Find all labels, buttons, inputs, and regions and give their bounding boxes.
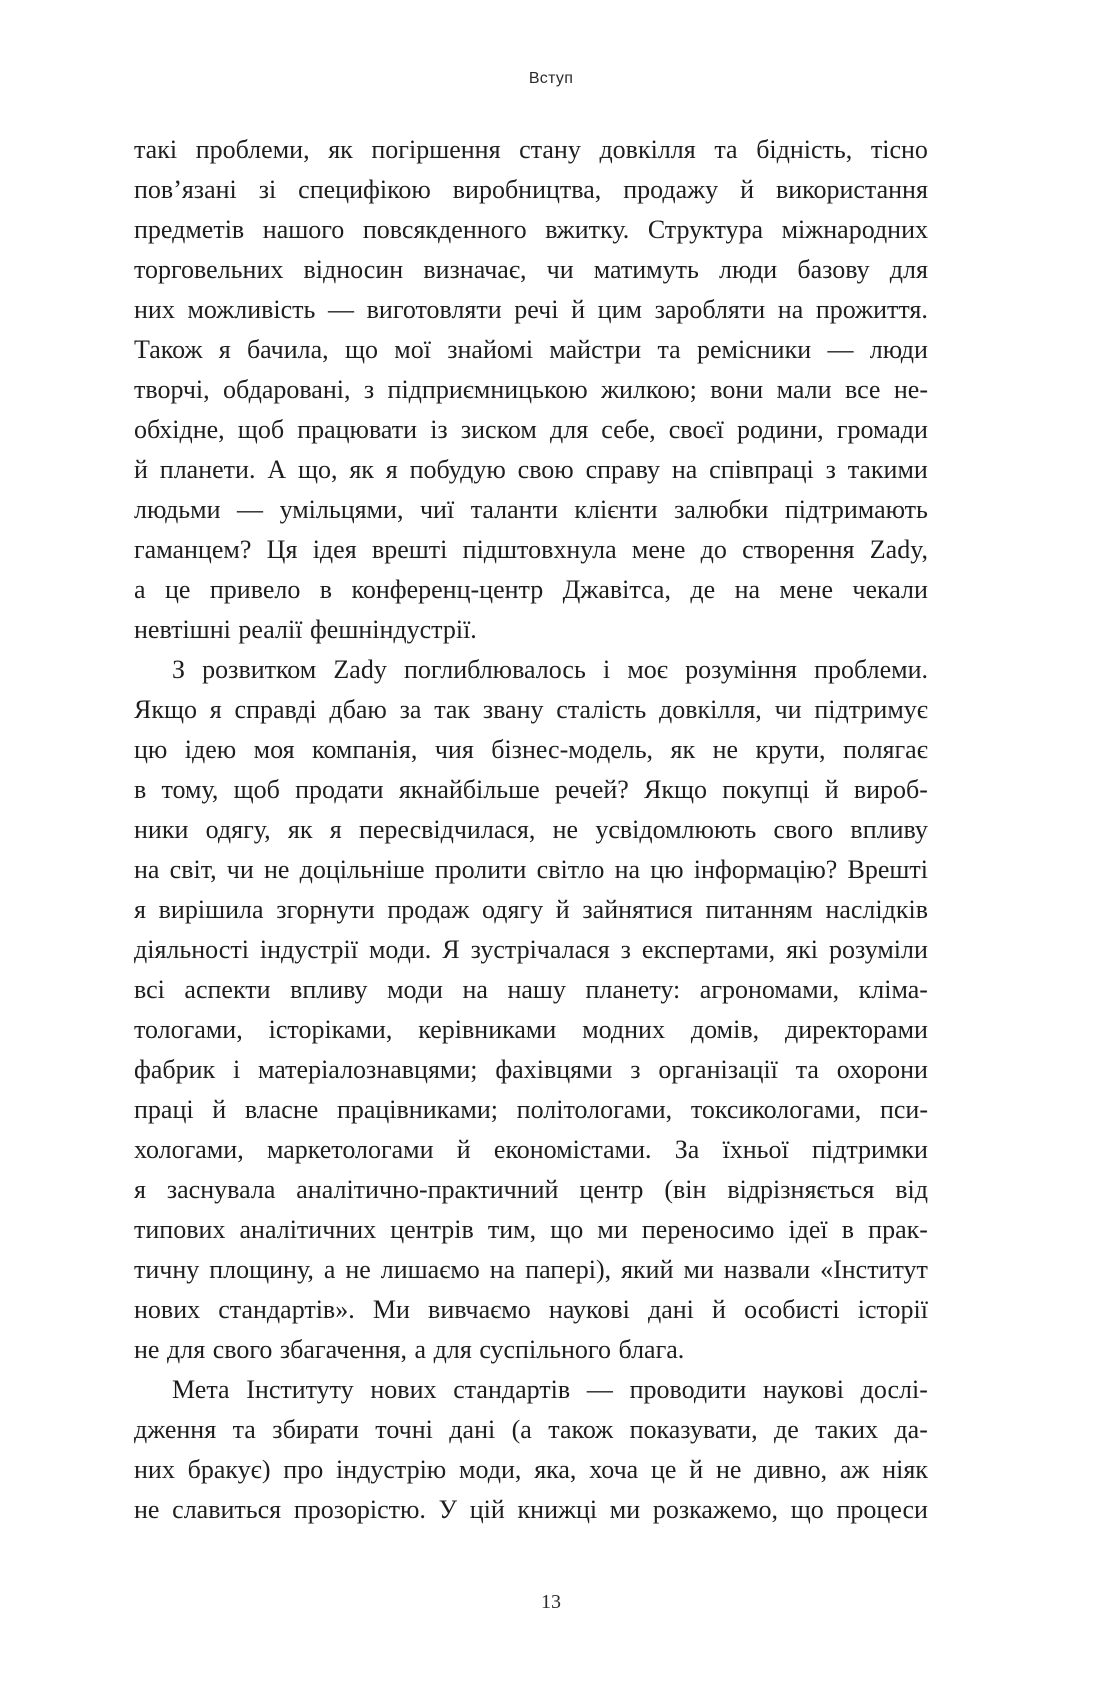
text-line: фабрик і матеріалознавцями; фахівцями з організації та охорони [134, 1055, 928, 1084]
text-line: хологами, маркетологами й економістами. За їхньої підтримки [134, 1135, 928, 1164]
text-line: діяльності індустрії моди. Я зустрічалася з експертами, які розуміли [134, 935, 928, 964]
text-line: праці й власне працівниками; політологами, токсикологами, пси- [134, 1095, 928, 1124]
running-head: Вступ [528, 70, 574, 87]
text-line: ники одягу, як я пересвідчилася, не усвідомлюють свого впливу [134, 815, 928, 844]
text-line: в тому, щоб продати якнайбільше речей? Якщо покупці й вироб- [134, 775, 928, 804]
text-line: дження та збирати точні дані (а також показувати, де таких да- [134, 1415, 928, 1444]
text-line: цю ідею моя компанія, чия бізнес-модель, як не крути, полягає [134, 735, 928, 764]
text-line: них бракує) про індустрію моди, яка, хоча це й не дивно, аж ніяк [134, 1455, 928, 1484]
text-line: людьми — умільцями, чиї таланти клієнти залюбки підтримають [134, 495, 928, 524]
text-line: гаманцем? Ця ідея врешті підштовхнула мене до створення Zady, [134, 535, 928, 564]
text-line: не славиться прозорістю. У цій книжці ми розкажемо, що процеси [134, 1495, 928, 1524]
text-line: я вирішила згорнути продаж одягу й зайнятися питанням наслідків [134, 895, 928, 924]
text-line: Мета Інституту нових стандартів — проводити наукові дослі- [172, 1375, 928, 1404]
text-line: пов’язані зі специфікою виробництва, продажу й використання [134, 175, 928, 204]
body-text [134, 130, 928, 1530]
text-line: нових стандартів». Ми вивчаємо наукові дані й особисті історії [134, 1295, 928, 1324]
page-number: 13 [541, 1591, 561, 1613]
text-line: я заснувала аналітично-практичний центр (він відрізняється від [134, 1175, 928, 1204]
text-line: не для свого збагачення, а для суспільного блага. [134, 1335, 685, 1364]
text-line: тичну площину, а не лишаємо на папері), який ми назвали «Інститут [134, 1255, 928, 1284]
text-line: типових аналітичних центрів тим, що ми переносимо ідеї в прак- [134, 1215, 928, 1244]
text-line: невтішні реалії фешніндустрії. [134, 615, 477, 644]
text-line: торговельних відносин визначає, чи матимуть люди базову для [134, 255, 928, 284]
text-line: них можливість — виготовляти речі й цим заробляти на прожиття. [134, 295, 928, 324]
text-line: Також я бачила, що мої знайомі майстри та ремісники — люди [134, 335, 928, 364]
text-line: такі проблеми, як погіршення стану довкілля та бідність, тісно [134, 135, 928, 164]
text-line: всі аспекти впливу моди на нашу планету: агрономами, кліма- [134, 975, 928, 1004]
text-line: а це привело в конференц-центр Джавітса, де на мене чекали [134, 575, 928, 604]
text-line: Якщо я справді дбаю за так звану сталість довкілля, чи підтримує [134, 695, 928, 724]
text-line: З розвитком Zady поглиблювалось і моє розуміння проблеми. [172, 655, 928, 684]
text-line: тологами, історіками, керівниками модних домів, директорами [134, 1015, 928, 1044]
text-line: на світ, чи не доцільніше пролити світло на цю інформацію? Врешті [134, 855, 928, 884]
text-line: творчі, обдаровані, з підприємницькою жилкою; вони мали все не- [134, 375, 928, 404]
text-line: обхідне, щоб працювати із зиском для себе, своєї родини, громади [134, 415, 928, 444]
text-line: й планети. А що, як я побудую свою справу на співпраці з такими [134, 455, 928, 484]
text-line: предметів нашого повсякденного вжитку. Структура міжнародних [134, 215, 928, 244]
